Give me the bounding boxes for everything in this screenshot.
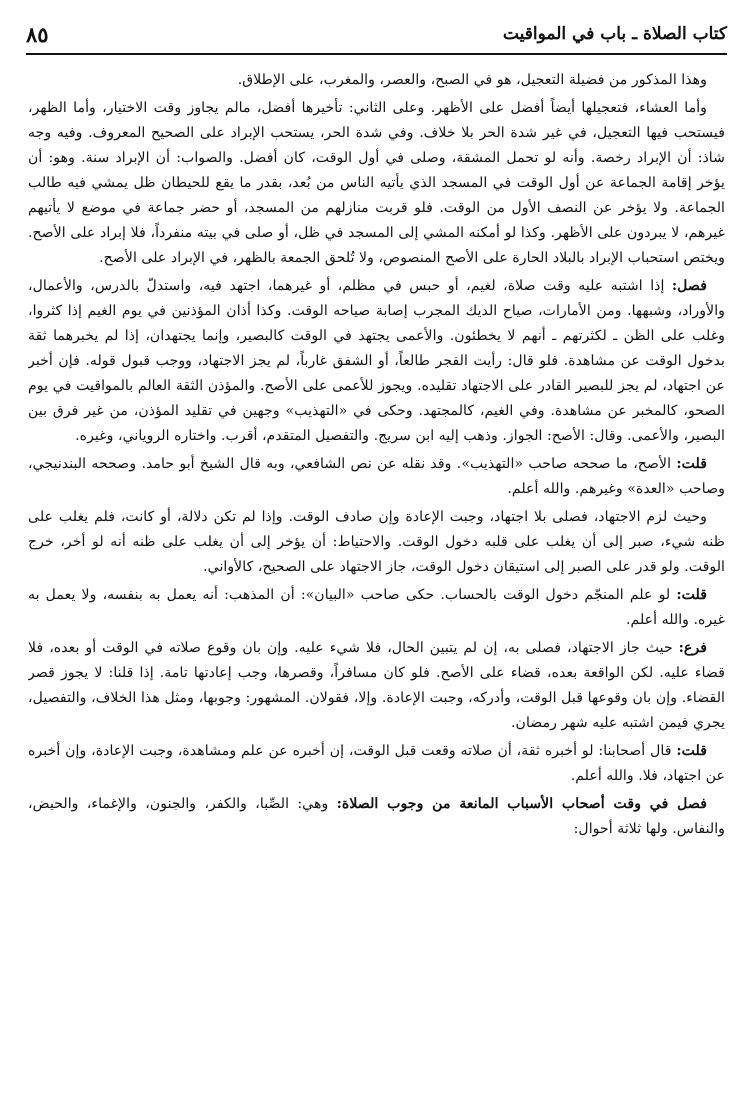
paragraph <box>28 452 725 502</box>
paragraph <box>28 96 725 271</box>
paragraph <box>28 636 725 736</box>
paragraph-text: حيث جاز الاجتهاد، فصلى به، إن لم يتبين الحال، فلا شيء عليه. وإن بان وقوع صلاته في الوقت أو بعده، فلا قضاء عليه. لكن الواقعة بعده، قضاء على الأصح. فلو كان مسافراً، وقصرها، وجب إعادتها تامة. إذا قلنا: لا يجوز قصر القضاء. وإن بان وقوعها قبل الوقت، وأدركه، وجبت الإعادة. وإلا، فقولان. المشهور: وجوبها، ومثل هذا الخلاف، والتفصيل، يجري فيمن اشتبه عليه شهر رمضان. <box>28 640 725 731</box>
paragraph-lead: فصل: <box>671 278 707 294</box>
running-title: كتاب الصلاة ـ باب في المواقيت <box>502 24 727 44</box>
section-paragraph <box>28 792 725 842</box>
paragraph <box>28 68 725 93</box>
header-rule <box>26 53 727 55</box>
paragraph-lead: قلت: <box>676 587 707 603</box>
paragraph <box>28 274 725 449</box>
page-body <box>28 68 725 1060</box>
paragraph <box>28 505 725 580</box>
paragraph <box>28 739 725 789</box>
paragraph-text: وأما العشاء، فتعجيلها أيضاً أفضل على الأظهر. وعلى الثاني: تأخيرها أفضل، مالم يجاوز وقت الاختيار، وأما الظهر، فيستحب فيها التعجيل، في غير شدة الحر بلا خلاف. وفي شدة الحر، يستحب الإبراد على الصحيح المعروف. وفيه وجه شاذ: أن الإبراد رخصة. وأنه لو تحمل المشقة، وصلى في أول الوقت، كان أفضل. والصواب: أن الإبراد سنة. وهو: أن يؤخر إقامة الجماعة عن أول الوقت في المسجد الذي يأتيه الناس من بُعد، بقدر ما يقع للحيطان ظل يمشي فيه طالب الجماعة. ولا يؤخر عن النصف الأول من الوقت. فلو قربت منازلهم من المسجد، أو حضر جماعة في موضع لا يأتيهم غيرهم، لا يبردون على الأظهر. وكذا لو أمكنه المشي إلى المسجد في ظل، أو صلى في بيته منفرداً، فلا إبراد على الأصح. ويختص استحباب الإبراد بالبلاد الحارة على الأصح المنصوص، ولا تُلحق الجمعة بالظهر، في الإبراد على الأصح. <box>28 100 725 266</box>
paragraph-lead: فرع: <box>678 640 707 656</box>
paragraph-text: إذا اشتبه عليه وقت صلاة، لغيم، أو حبس في مظلم، أو غيرهما، اجتهد فيه، واستدلّ بالدرس، والأعمال، والأوراد، وشبهها. ومن الأمارات، صياح الديك المجرب إصابة صياحه الوقت. وكذا أذان المؤذنين في يوم الغيم إذا كثروا، وغلب على الظن ـ لكثرتهم ـ أنهم لا يخطئون. والأعمى يجتهد في الوقت كالبصير، وإنما يجتهدان، إذا لم يخبرهما ثقة بدخول الوقت عن مشاهدة. فلو قال: رأيت الفجر طالعاً، أو الشفق غارباً، لم يجز الاجتهاد، ووجب قبول قوله. فإن أخبر عن اجتهاد، لم يجز للبصير القادر على الاجتهاد تقليده. ويجوز للأعمى على الأصح. والمؤذن الثقة العالم بالمواقيت في يوم الصحو، كالمخبر عن مشاهدة. وفي الغيم، كالمجتهد. وحكى في «التهذيب» وجهين في تقليد المؤذن، من غير فرق بين البصير، والأعمى. وقال: الأصح: الجواز. وذهب إليه ابن سريج. والتفصيل المتقدم، أقرب. واختاره الروياني، وغيره. <box>28 278 725 444</box>
paragraph-text: لو علم المنجّم دخول الوقت بالحساب. حكى صاحب «البيان»: أن المذهب: أنه يعمل به بنفسه، ولا يعمل به غيره. والله أعلم. <box>28 587 725 628</box>
paragraph-text: الأصح، ما صححه صاحب «التهذيب». وقد نقله عن نص الشافعي، وبه قال الشيخ أبو حامد. وصححه البندنيجي، وصاحب «العدة» وغيرهم. والله أعلم. <box>28 456 725 497</box>
page-header <box>26 20 727 48</box>
paragraph-text: قال أصحابنا: لو أخبره ثقة، أن صلاته وقعت قبل الوقت، إن أخبره عن علم ومشاهدة، وجبت الإعادة، وإن أخبره عن اجتهاد، فلا. والله أعلم. <box>28 743 725 784</box>
paragraph-lead: قلت: <box>676 743 708 759</box>
paragraph-text: وحيث لزم الاجتهاد، فصلى بلا اجتهاد، وجبت الإعادة وإن صادف الوقت. وإذا لم تكن دلالة، أو كانت، فلم يغلب على ظنه شيء، صبر إلى أن يغلب على قلبه دخول الوقت. والاحتياط: أن يؤخر إلى أن يغلب على ظنه أنه لو أخر، خرج الوقت. ولو قدر على الصبر إلى استيقان دخول الوقت، جاز الاجتهاد على الصحيح، كالأواني. <box>28 509 725 575</box>
paragraph-text: وهذا المذكور من فضيلة التعجيل، هو في الصبح، والعصر، والمغرب، على الإطلاق. <box>237 72 707 88</box>
paragraph <box>28 583 725 633</box>
section-title: فصل في وقت أصحاب الأسباب المانعة من وجوب الصلاة: <box>336 796 707 812</box>
paragraph-text: وهي: الصِّبا، والكفر، والجنون، والإغماء، والحيض، والنفاس. ولها ثلاثة أحوال: <box>28 796 725 837</box>
page-number: ٨٥ <box>26 21 49 47</box>
paragraph-lead: قلت: <box>676 456 707 472</box>
